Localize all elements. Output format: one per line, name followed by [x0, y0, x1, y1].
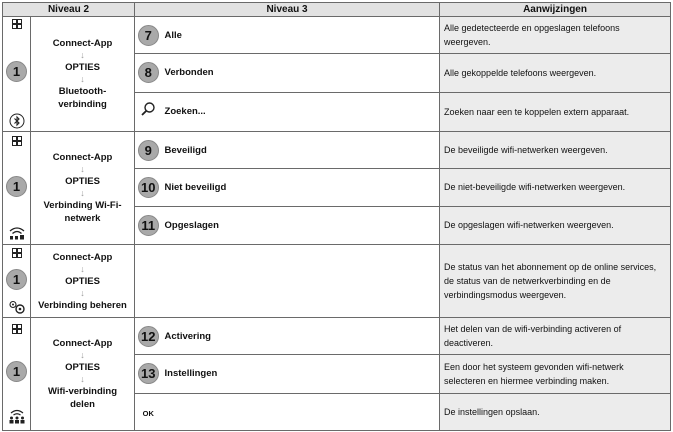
level2-path — [31, 17, 135, 132]
level2-step: Connect-App — [52, 338, 113, 349]
arrow-down-icon: ↓ — [80, 263, 85, 274]
grid-icon — [12, 19, 22, 29]
group-icons — [3, 245, 31, 318]
option-note: Het delen van de wifi-verbinding activeren of deactiveren. — [440, 318, 671, 355]
option-note: Alle gekoppelde telefoons weergeven. — [440, 54, 671, 92]
option-note: De instellingen opslaan. — [440, 393, 671, 430]
arrow-down-icon: ↓ — [80, 350, 85, 360]
option-note: De niet-beveiligde wifi-netwerken weergeven. — [440, 169, 671, 206]
level2-step: Verbinding Wi-Fi-netwerk — [43, 200, 122, 224]
table-row — [3, 17, 671, 54]
arrow-down-icon: ↓ — [80, 74, 85, 84]
share-wifi-icon — [8, 408, 26, 424]
step-badge: 1 — [6, 176, 27, 197]
option-badge: 12 — [138, 326, 159, 347]
option-badge: 10 — [138, 177, 159, 198]
option-label[interactable]: Verbonden — [162, 54, 440, 92]
table-row — [3, 132, 671, 169]
group-icons — [3, 17, 31, 132]
level2-path — [31, 132, 135, 245]
search-icon — [140, 101, 156, 117]
option-label[interactable]: Zoeken... — [162, 92, 440, 131]
option-badge: 9 — [138, 140, 159, 161]
option-badge: 8 — [138, 62, 159, 83]
option-label[interactable]: Activering — [162, 318, 440, 355]
level2-step: OPTIES — [65, 62, 100, 73]
step-badge: 1 — [6, 361, 27, 382]
group-icons — [3, 318, 31, 431]
option-note: Een door het systeem gevonden wifi-netwerk selecteren en hiermee verbinding maken. — [440, 355, 671, 393]
option-note: De opgeslagen wifi-netwerken weergeven. — [440, 206, 671, 244]
header-row — [3, 3, 671, 17]
arrow-down-icon: ↓ — [80, 287, 85, 298]
option-label — [162, 393, 440, 430]
grid-icon — [12, 324, 22, 334]
level2-step: Verbinding beheren — [38, 299, 127, 311]
level2-path — [31, 245, 135, 318]
option-badge: 13 — [138, 363, 159, 384]
arrow-down-icon: ↓ — [80, 188, 85, 198]
header-level3: Niveau 3 — [135, 3, 440, 17]
level2-step: Bluetooth-verbinding — [58, 86, 107, 110]
option-label[interactable]: Alle — [162, 17, 440, 54]
gears-icon — [8, 300, 26, 314]
table-row — [3, 245, 671, 318]
bluetooth-icon — [9, 113, 25, 129]
header-level2: Niveau 2 — [3, 3, 135, 17]
option-badge: 7 — [138, 25, 159, 46]
arrow-down-icon: ↓ — [80, 50, 85, 60]
table-row — [3, 318, 671, 355]
option-label[interactable]: Beveiligd — [162, 132, 440, 169]
header-notes: Aanwijzingen — [440, 3, 671, 17]
grid-icon — [12, 248, 22, 258]
option-label[interactable]: Instellingen — [162, 355, 440, 393]
level2-step: Connect-App — [52, 38, 113, 49]
level2-step: Connect-App — [52, 251, 113, 263]
option-note: De beveiligde wifi-netwerken weergeven. — [440, 132, 671, 169]
level2-path — [31, 318, 135, 431]
empty-cell — [135, 245, 440, 318]
arrow-down-icon: ↓ — [80, 374, 85, 384]
level2-step: OPTIES — [65, 362, 100, 373]
option-note: De status van het abonnement op de online services, de status van de netwerkverbinding en de verbindingsmodus weergeven. — [440, 245, 671, 318]
level2-step: Wifi-verbinding delen — [47, 386, 118, 410]
group-icons — [3, 132, 31, 245]
option-label[interactable]: Opgeslagen — [162, 206, 440, 244]
arrow-down-icon: ↓ — [80, 164, 85, 174]
level2-step: Connect-App — [52, 152, 113, 163]
step-badge: 1 — [6, 269, 27, 290]
ok-button-label[interactable]: OK — [142, 408, 154, 418]
settings-table — [2, 2, 671, 431]
step-badge: 1 — [6, 61, 27, 82]
level2-step: OPTIES — [65, 176, 100, 187]
option-badge: 11 — [138, 215, 159, 236]
level2-step: OPTIES — [65, 275, 100, 287]
option-note: Zoeken naar een te koppelen extern apparaat. — [440, 92, 671, 131]
option-note: Alle gedetecteerde en opgeslagen telefoons weergeven. — [440, 17, 671, 54]
grid-icon — [12, 136, 22, 146]
wifi-icon — [8, 226, 26, 240]
option-label[interactable]: Niet beveiligd — [162, 169, 440, 206]
